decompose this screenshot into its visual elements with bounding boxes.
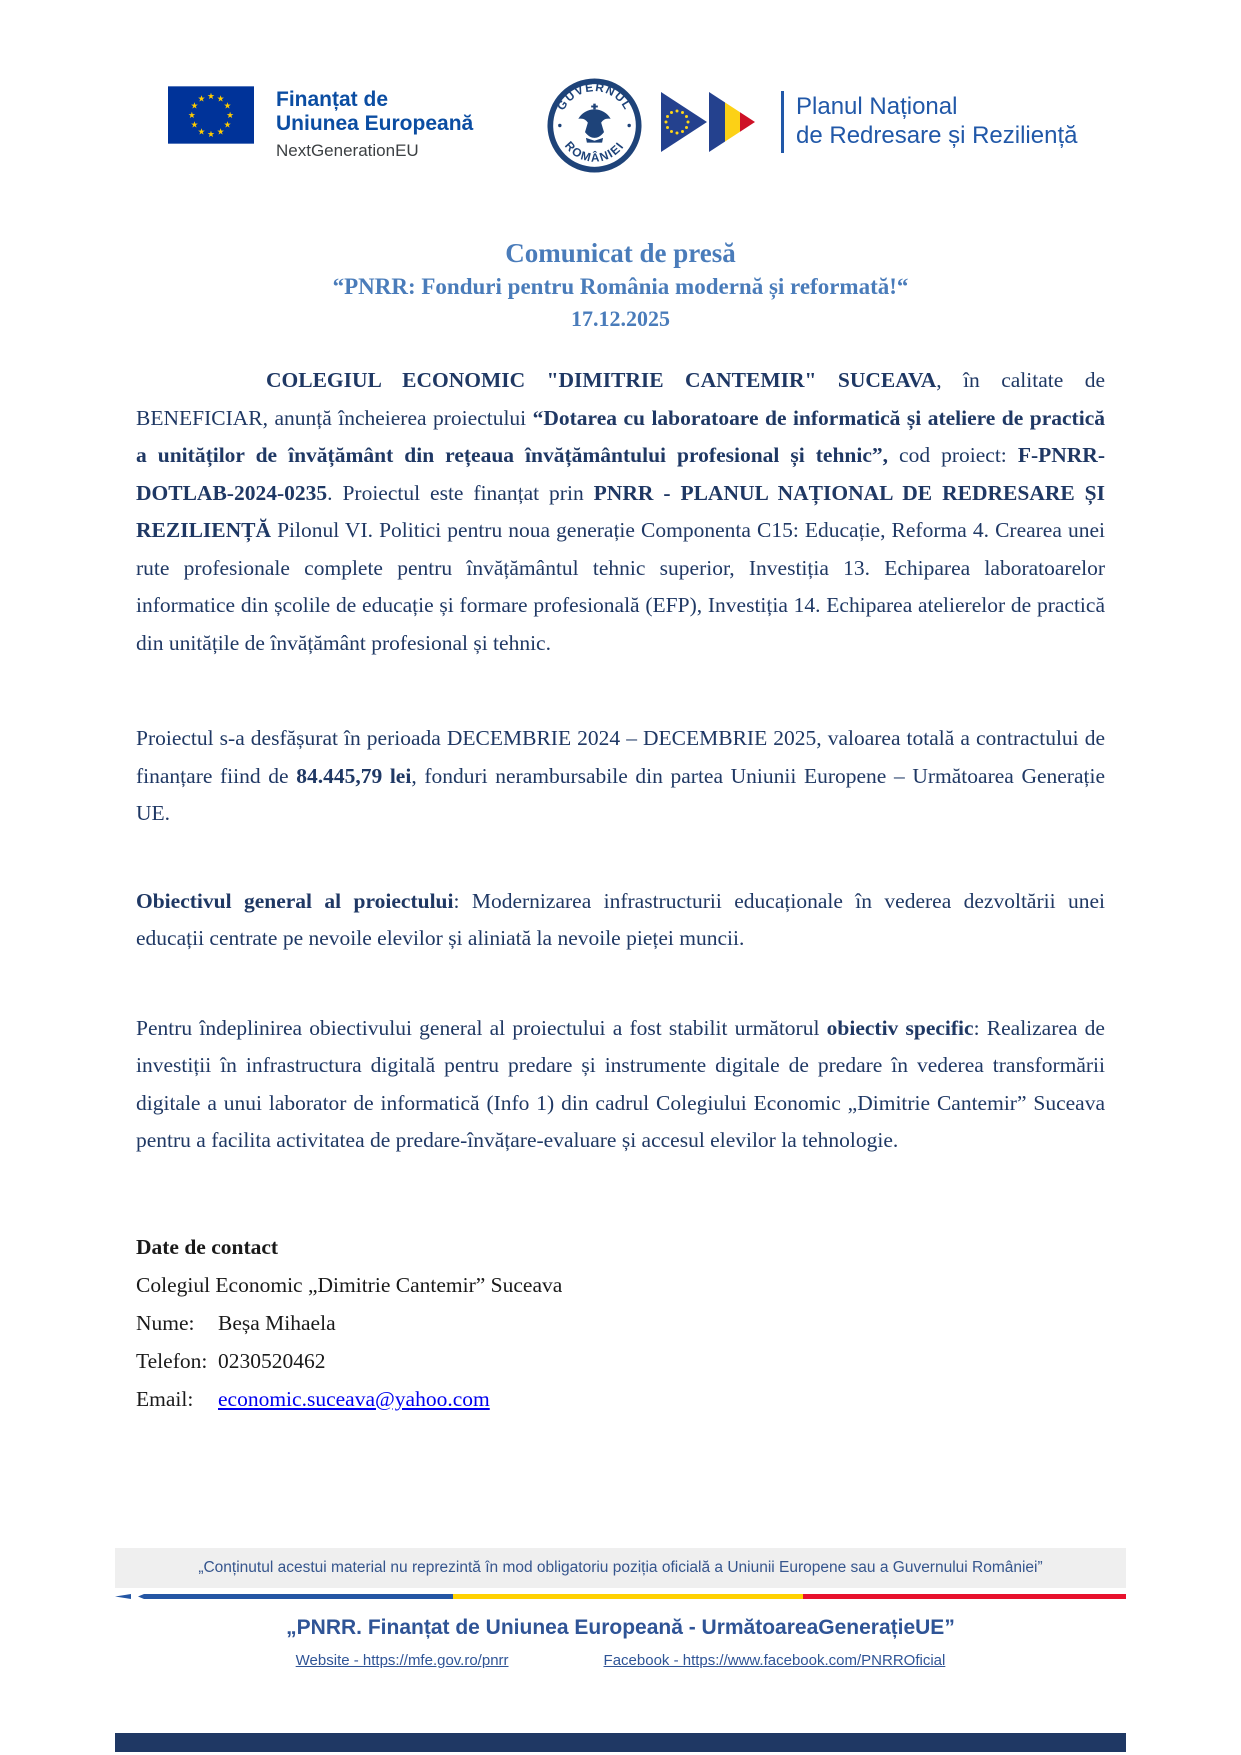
contact-email-row (136, 1380, 1105, 1418)
phone-value: 0230520462 (218, 1348, 326, 1373)
svg-text:★: ★ (190, 101, 199, 112)
pnrr-logo-text (796, 93, 1077, 151)
svg-text:★: ★ (190, 120, 199, 131)
svg-text:★: ★ (207, 129, 215, 140)
name-label: Nume: (136, 1310, 195, 1335)
tricolor-yellow-segment (453, 1594, 803, 1599)
project-title: “Dotarea cu laboratoare de informatică și ateliere de practică a unităților de învățământ din rețeaua învățământului profesional și tehnic”, (136, 405, 1105, 467)
svg-text:★: ★ (207, 91, 215, 102)
svg-text:GUVERNUL: GUVERNUL (553, 80, 636, 113)
beneficiary-name: COLEGIUL ECONOMIC "DIMITRIE CANTEMIR" SUCEAVA (266, 368, 937, 392)
general-objective-label: Obiectivul general al proiectului (136, 888, 454, 913)
pnrr-logo-line2: de Redresare și Reziliență (796, 122, 1078, 149)
svg-text:★: ★ (197, 127, 206, 138)
svg-text:ROMÂNIEI: ROMÂNIEI (561, 138, 627, 165)
document-date: 17.12.2025 (571, 306, 670, 331)
footer-links (0, 1652, 1241, 1669)
document-body (136, 362, 1105, 1418)
eu-funding-line1: Finanțat de (276, 88, 389, 111)
bottom-navy-bar (115, 1733, 1126, 1752)
svg-text:★: ★ (226, 110, 234, 121)
funding-program: PNRR - PLANUL NAȚIONAL DE REDRESARE ȘI REZILIENȚĂ (136, 480, 1105, 542)
svg-text:★: ★ (223, 101, 232, 112)
email-label: Email: (136, 1386, 194, 1411)
eu-funding-text (276, 86, 473, 160)
pnrr-logo (645, 90, 1077, 154)
svg-text:★: ★ (216, 94, 225, 105)
name-value: Beșa Mihaela (218, 1310, 336, 1335)
pnrr-logo-divider (781, 91, 784, 153)
svg-text:★: ★ (223, 120, 232, 131)
header-logos (0, 78, 1241, 178)
footer-slogan: „PNRR. Finanțat de Uniunea Europeană - UrmătoareaGenerațieUE” (286, 1616, 955, 1639)
contact-section (136, 1228, 1105, 1418)
contract-value: 84.445,79 lei (296, 763, 412, 788)
contact-name-row (136, 1304, 1105, 1342)
footer-disclaimer (115, 1548, 1126, 1588)
eu-funding-logo (168, 86, 473, 160)
tricolor-red-segment (803, 1594, 1126, 1599)
tricolor-divider (115, 1594, 1126, 1599)
svg-text:★: ★ (188, 110, 196, 121)
pnrr-triangles-icon (645, 90, 773, 154)
paragraph-specific-objective: Pentru îndeplinirea obiectivului general al proiectului a fost stabilit următorul obiectiv specific: Realizarea de investiții în infrastructura digitală pentru predare și instrumente digitale de predare în vederea transformării digitale a unui laborator de informatică (Info 1) din cadrul Colegiului Economic „Dimitrie Cantemir” Suceava pentru a facilita activitatea de predare-învățare-evaluare și accesul elevilor la tehnologie. (136, 1015, 1105, 1152)
title-block (0, 238, 1241, 332)
pnrr-logo-line1: Planul Național (796, 93, 958, 121)
contact-organization: Colegiul Economic „Dimitrie Cantemir” Suceava (136, 1272, 563, 1297)
eu-funding-line2: Uniunea Europeană (276, 111, 474, 135)
page-title: Comunicat de presă (505, 238, 736, 268)
paragraph-intro: COLEGIUL ECONOMIC "DIMITRIE CANTEMIR" SUCEAVA, în calitate de BENEFICIAR, anunță încheierea proiectului “Dotarea cu laboratoare de informatică și ateliere de practică a unităților de învățământ din rețeaua învățământului profesional și tehnic”, cod proiect: F-PNRR-DOTLAB-2024-0235. Proiectul este finanțat prin PNRR - PLANUL NAȚIONAL DE REDRESARE ȘI REZILIENȚĂ Pilonul VI. Politici pentru noua generație Componenta C15: Educație, Reforma 4. Crearea unei rute profesionale complete pentru învățământul tehnic superior, Investiția 13. Echiparea laboratoarelor informatice din școlile de educație și formare profesională (EFP), Investiția 14. Echiparea atelierelor de practică din unitățile de învățământ profesional și tehnic. (136, 368, 1105, 655)
phone-label: Telefon: (136, 1348, 208, 1373)
svg-text:★: ★ (197, 94, 206, 105)
email-link[interactable]: economic.suceava@yahoo.com (218, 1386, 490, 1411)
paragraph-general-objective: Obiectivul general al proiectului: Modernizarea infrastructurii educaționale în vederea dezvoltării unei educații centrate pe nevoile elevilor și aliniată la nevoile pieței muncii. (136, 888, 1105, 950)
page-subtitle: “PNRR: Fonduri pentru România modernă și reformată!“ (332, 274, 909, 299)
eu-flag-icon (168, 86, 254, 144)
tricolor-arrow-icon (115, 1594, 131, 1599)
tricolor-blue-segment (138, 1594, 453, 1599)
facebook-link[interactable]: Facebook - https://www.facebook.com/PNRROficial (603, 1652, 946, 1669)
svg-text:★: ★ (216, 127, 225, 138)
project-code: F-PNRR-DOTLAB-2024-0235 (136, 443, 1105, 505)
disclaimer-text: „Conținutul acestui material nu reprezintă în mod obligatoriu poziția oficială a Uniunii Europene sau a Guvernului României” (198, 1559, 1043, 1576)
website-link[interactable]: Website - https://mfe.gov.ro/pnrr (295, 1652, 509, 1669)
paragraph-period-value: Proiectul s-a desfășurat în perioada DECEMBRIE 2024 – DECEMBRIE 2025, valoarea totală a contractului de finanțare fiind de 84.445,79 lei, fonduri nerambursabile din partea Uniunii Europene – Următoarea Generație UE. (136, 726, 1105, 825)
romanian-government-seal-icon (547, 78, 642, 173)
specific-objective-label: obiectiv specific (826, 1015, 974, 1040)
contact-phone-row (136, 1342, 1105, 1380)
contact-heading: Date de contact (136, 1234, 279, 1259)
eu-funding-line3: NextGenerationEU (276, 141, 419, 161)
